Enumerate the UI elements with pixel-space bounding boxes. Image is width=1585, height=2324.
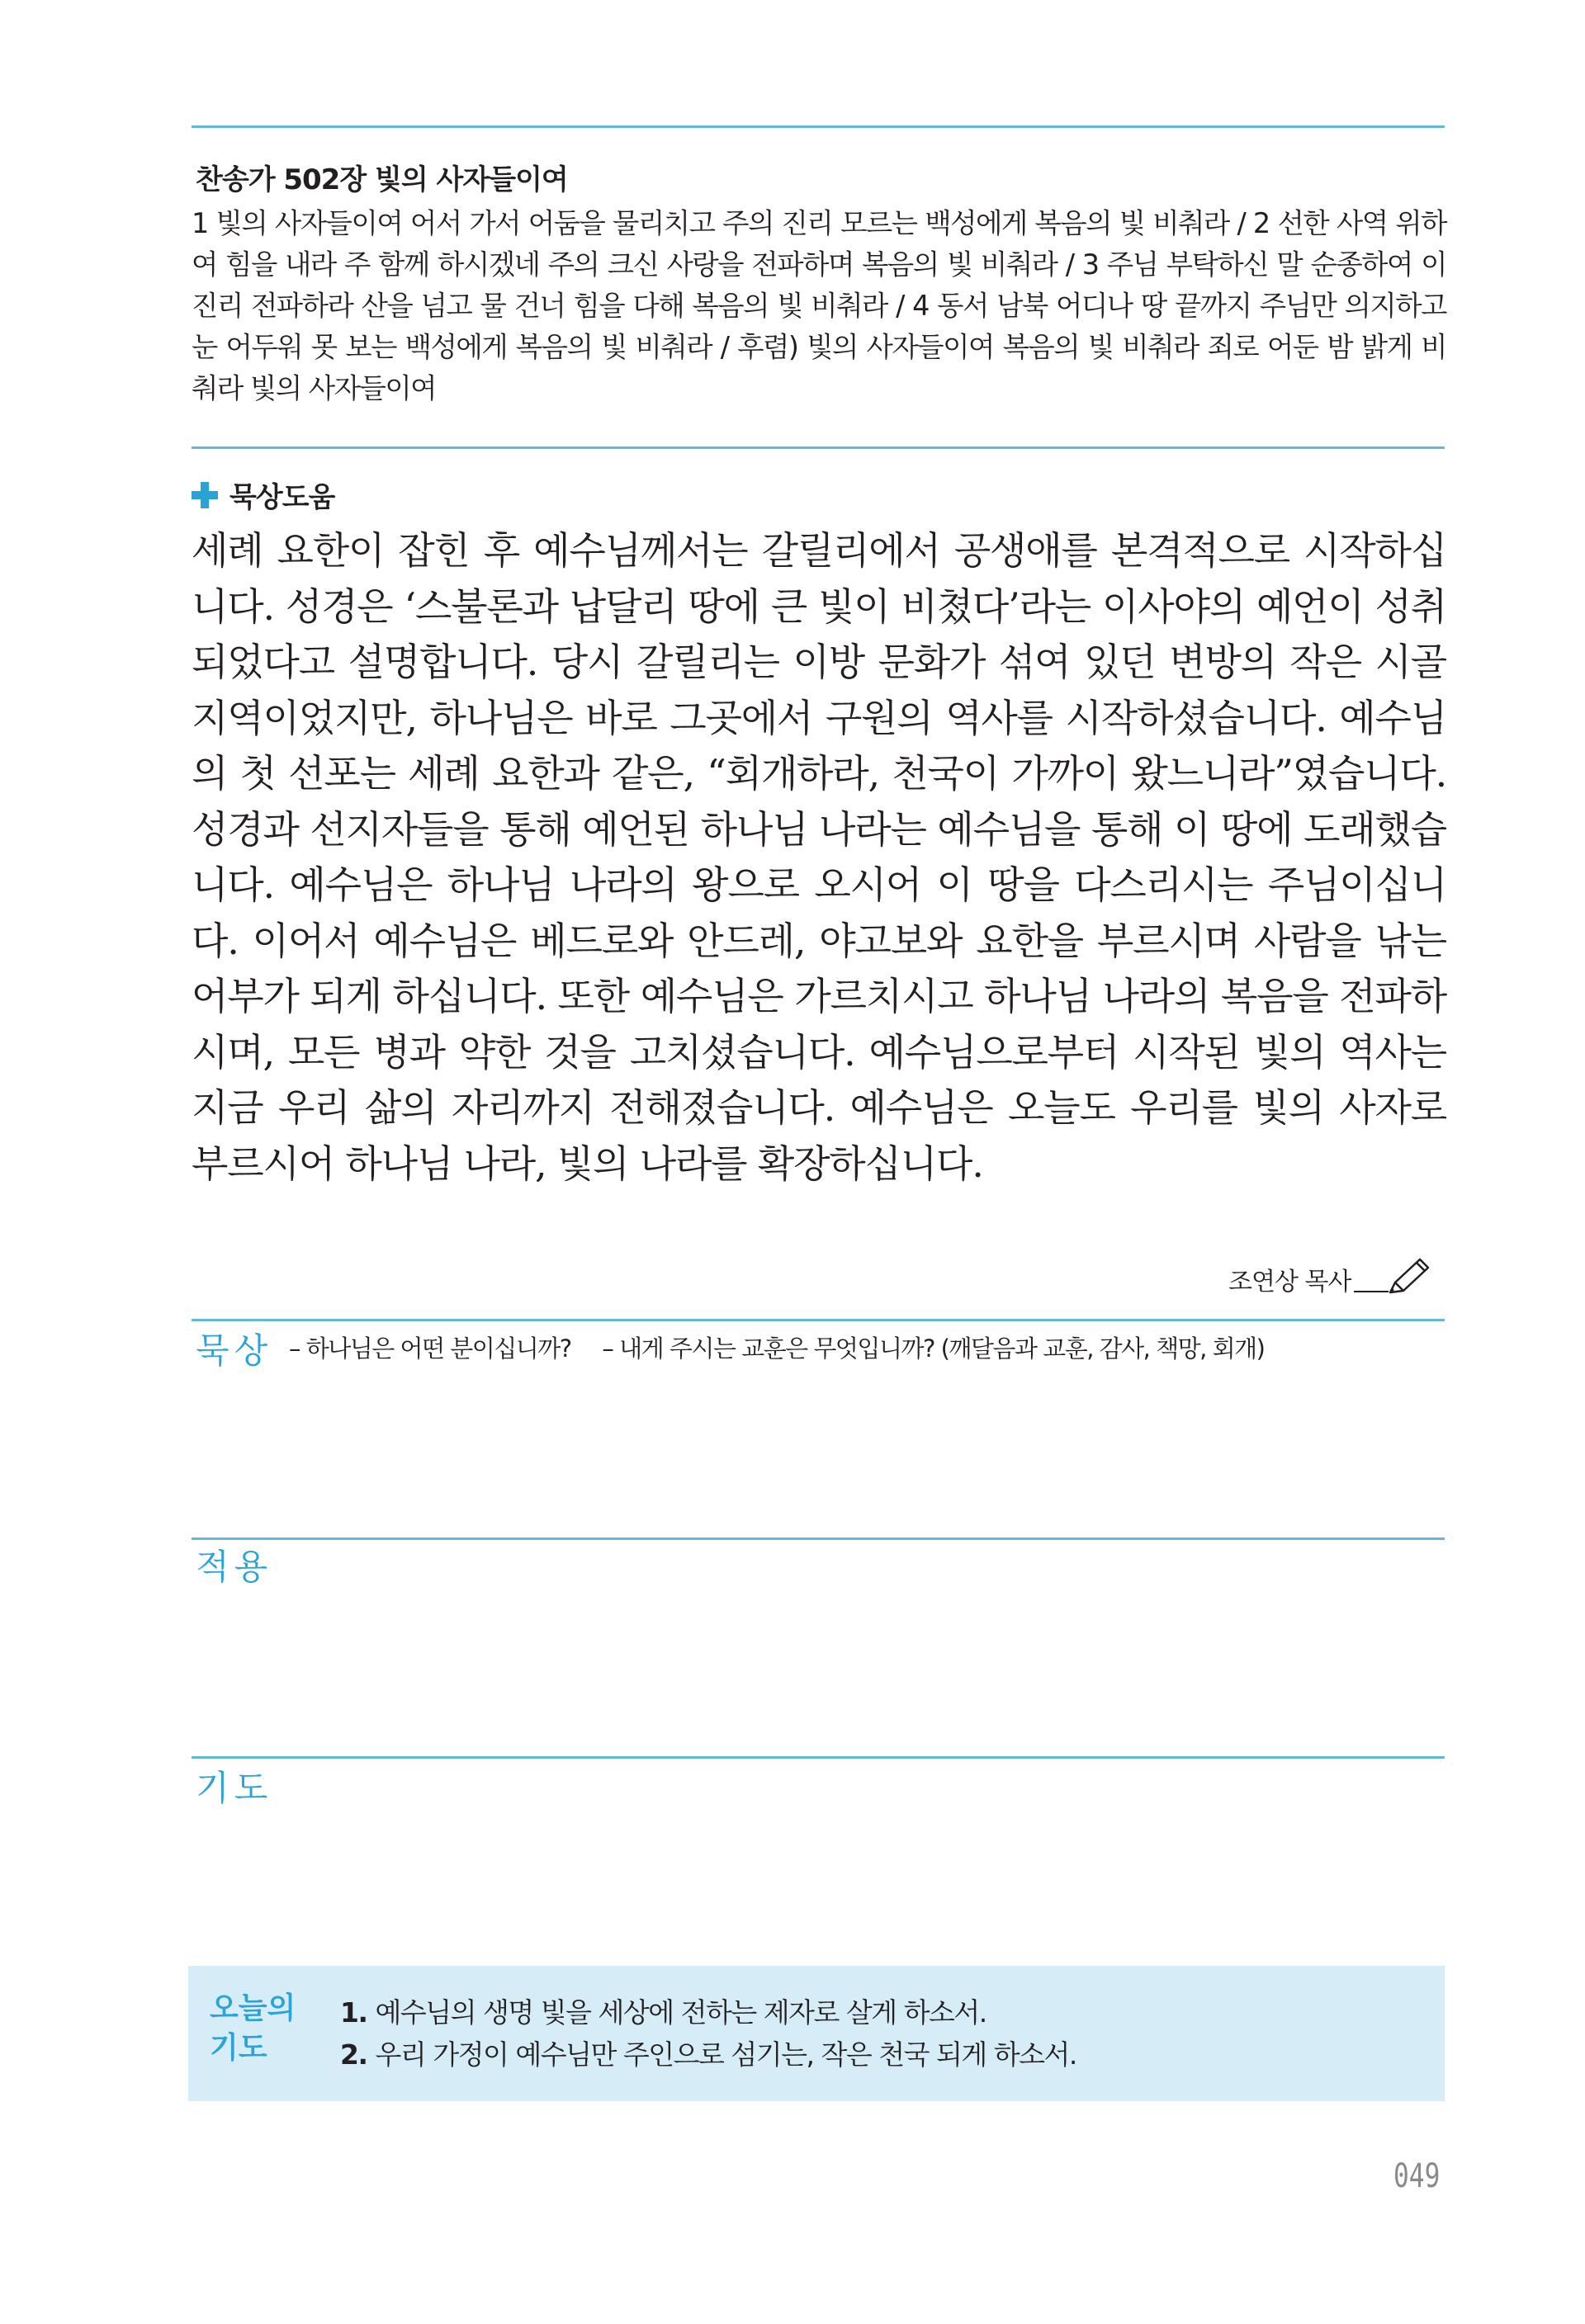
list-item: [340, 1991, 1076, 2034]
meditation-questions: [289, 1330, 1289, 1364]
item-text: 우리 가정이 예수님만 주인으로 섬기는, 작은 천국 되게 하소서.: [375, 2038, 1076, 2071]
meditation-body: 세례 요한이 잡힌 후 예수님께서는 갈릴리에서 공생애를 본격적으로 시작하십니다. 성경은 ‘스불론과 납달리 땅에 큰 빛이 비쳤다’라는 이사야의 예언이 성취되었다고 설명합니다. 당시 갈릴리는 이방 문화가 섞여 있던 변방의 작은 시골 지역이었지만, 하나님은 바로 그곳에서 구원의 역사를 시작하셨습니다. 예수님의 첫 선포는 세례 요한과 같은, “회개하라, 천국이 가까이 왔느니라”였습니다. 성경과 선지자들을 통해 예언된 하나님 나라는 예수님을 통해 이 땅에 도래했습니다. 예수님은 하나님 나라의 왕으로 오시어 이 땅을 다스리시는 주님이십니다. 이어서 예수님은 베드로와 안드레, 야고보와 요한을 부르시며 사람을 낚는 어부가 되게 하십니다. 또한 예수님은 가르치시고 하나님 나라의 복음을 전파하시며, 모든 병과 약한 것을 고치셨습니다. 예수님으로부터 시작된 빛의 역사는 지금 우리 삶의 자리까지 전해졌습니다. 예수님은 오늘도 우리를 빛의 사자로 부르시어 하나님 나라, 빛의 나라를 확장하십니다.: [192, 528, 1446, 1186]
item-number: 1.: [340, 1996, 367, 2029]
pencil-icon: [1384, 1254, 1433, 1301]
page-number: 049: [1393, 2157, 1441, 2195]
list-item: [340, 2034, 1076, 2076]
todays-prayer-list: [340, 1991, 1076, 2076]
meditation-question-2: – 내게 주시는 교훈은 무엇입니까? (깨달음과 교훈, 감사, 책망, 회개): [602, 1334, 1265, 1363]
hymn-divider: [192, 446, 1445, 449]
top-divider: [192, 125, 1445, 128]
todays-prayer-label: [210, 1989, 300, 2068]
author-name: 조연상 목사: [1228, 1268, 1351, 1297]
hymn-lyrics: 1 빛의 사자들이여 어서 가서 어둠을 물리치고 주의 진리 모르는 백성에게 복음의 빛 비춰라 / 2 선한 사역 위하여 힘을 내라 주 함께 하시겠네 주의 크신 사랑을 전파하며 복음의 빛 비춰라 / 3 주님 부탁하신 말 순종하여 이 진리 전파하라 산을 넘고 물 건너 힘을 다해 복음의 빛 비춰라 / 4 동서 남북 어디나 땅 끝까지 주님만 의지하고 눈 어두워 못 보는 백성에게 복음의 빛 비춰라 / 후렴) 빛의 사자들이여 복음의 빛 비춰라 죄로 어둔 밤 밝게 비춰라 빛의 사자들이여: [192, 207, 1446, 404]
meditation-divider: [192, 1319, 1445, 1321]
author-signature: [1228, 1254, 1433, 1297]
hymn-title: 찬송가 502장 빛의 사자들이여: [196, 163, 568, 196]
todays-prayer-label-line2: 기도: [210, 2031, 267, 2065]
meditation-help-title: 묵상도움: [229, 481, 335, 514]
meditation-question-1: – 하나님은 어떤 분이십니까?: [289, 1334, 571, 1363]
meditation-help-heading: [192, 475, 334, 515]
item-number: 2.: [340, 2038, 367, 2071]
application-label: 적용: [196, 1547, 273, 1587]
item-text: 예수님의 생명 빛을 세상에 전하는 제자로 살게 하소서.: [375, 1996, 986, 2029]
application-divider: [192, 1538, 1445, 1540]
plus-icon: [192, 482, 218, 508]
todays-prayer-label-line1: 오늘의: [210, 1991, 296, 2025]
prayer-label: 기도: [196, 1768, 273, 1808]
prayer-divider: [192, 1756, 1445, 1759]
meditation-label: 묵상: [196, 1330, 273, 1371]
